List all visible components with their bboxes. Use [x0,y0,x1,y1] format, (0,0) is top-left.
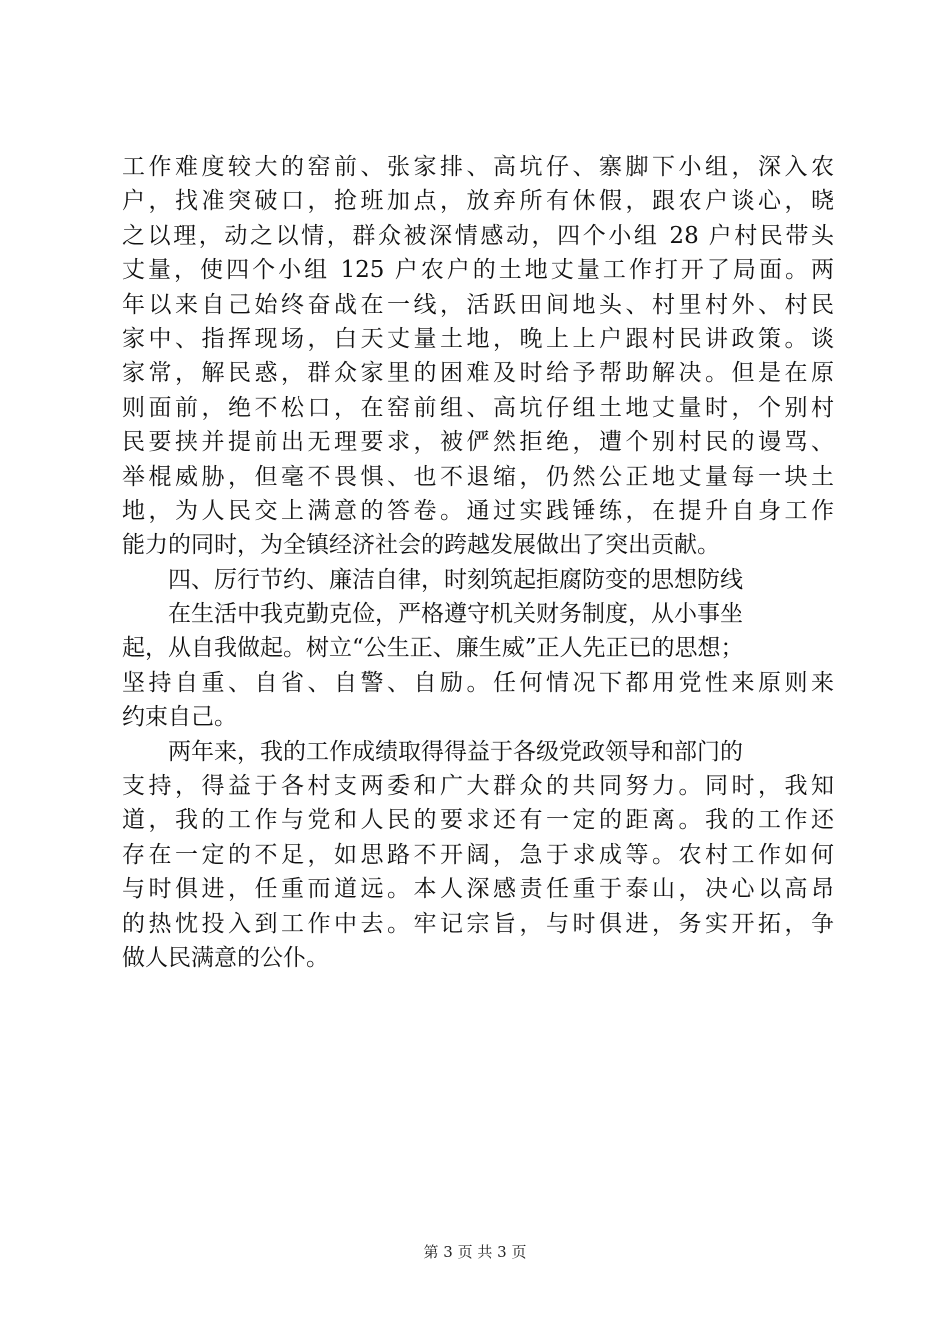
text-line: 坚持自重、自省、自警、自励。任何情况下都用党性来原则来 [122,669,834,696]
text-line: 家中、指挥现场，白天丈量土地，晚上上户跟村民讲政策。谈 [122,325,834,352]
document-body [122,150,834,975]
text-line: 地，为人民交上满意的答卷。通过实践锤练，在提升自身工作 [122,497,834,524]
section-heading: 四、厉行节约、廉洁自律，时刻筑起拒腐防变的思想防线 [168,566,743,593]
text-line: 起，从自我做起。树立“公生正、廉生威”正人先正已的思想； [122,635,744,662]
text-line: 民要挟并提前出无理要求，被俨然拒绝，遭个别村民的谩骂、 [122,429,834,456]
text-line: 支持，得益于各村支两委和广大群众的共同努力。同时，我知 [122,773,834,800]
text-line: 做人民满意的公仆。 [122,944,329,971]
text-line: 工作难度较大的窑前、张家排、高坑仔、寨脚下小组，深入农 [122,154,834,180]
text-line: 两年来，我的工作成绩取得得益于各级党政领导和部门的 [168,738,743,765]
text-line: 约束自己。 [122,704,237,731]
text-line: 丈量，使四个小组 125 户农户的土地丈量工作打开了局面。两 [122,257,834,284]
text-line: 户，找准突破口，抢班加点，放弃所有休假，跟农户谈心，晓 [122,188,834,215]
text-line: 则面前，绝不松口，在窑前组、高坑仔组土地丈量时，个别村 [122,394,834,421]
text-line: 家常，解民惑，群众家里的困难及时给予帮助解决。但是在原 [122,360,834,387]
text-line: 道，我的工作与党和人民的要求还有一定的距离。我的工作还 [122,807,834,834]
text-line: 年以来自己始终奋战在一线，活跃田间地头、村里村外、村民 [122,291,834,318]
text-line: 存在一定的不足，如思路不开阔，急于求成等。农村工作如何 [122,841,834,868]
text-line: 在生活中我克勤克俭，严格遵守机关财务制度，从小事坐 [168,601,743,628]
text-line: 的热忱投入到工作中去。牢记宗旨，与时俱进，务实开拓，争 [122,910,834,937]
text-line: 之以理，动之以情，群众被深情感动，四个小组 28 户村民带头 [122,222,834,249]
page-number-footer: 第 3 页 共 3 页 [423,1243,527,1261]
text-line: 举棍威胁，但毫不畏惧、也不退缩，仍然公正地丈量每一块土 [122,463,834,490]
text-line: 能力的同时，为全镇经济社会的跨越发展做出了突出贡献。 [122,532,720,559]
text-line: 与时俱进，任重而道远。本人深感责任重于泰山，决心以高昂 [122,876,834,903]
